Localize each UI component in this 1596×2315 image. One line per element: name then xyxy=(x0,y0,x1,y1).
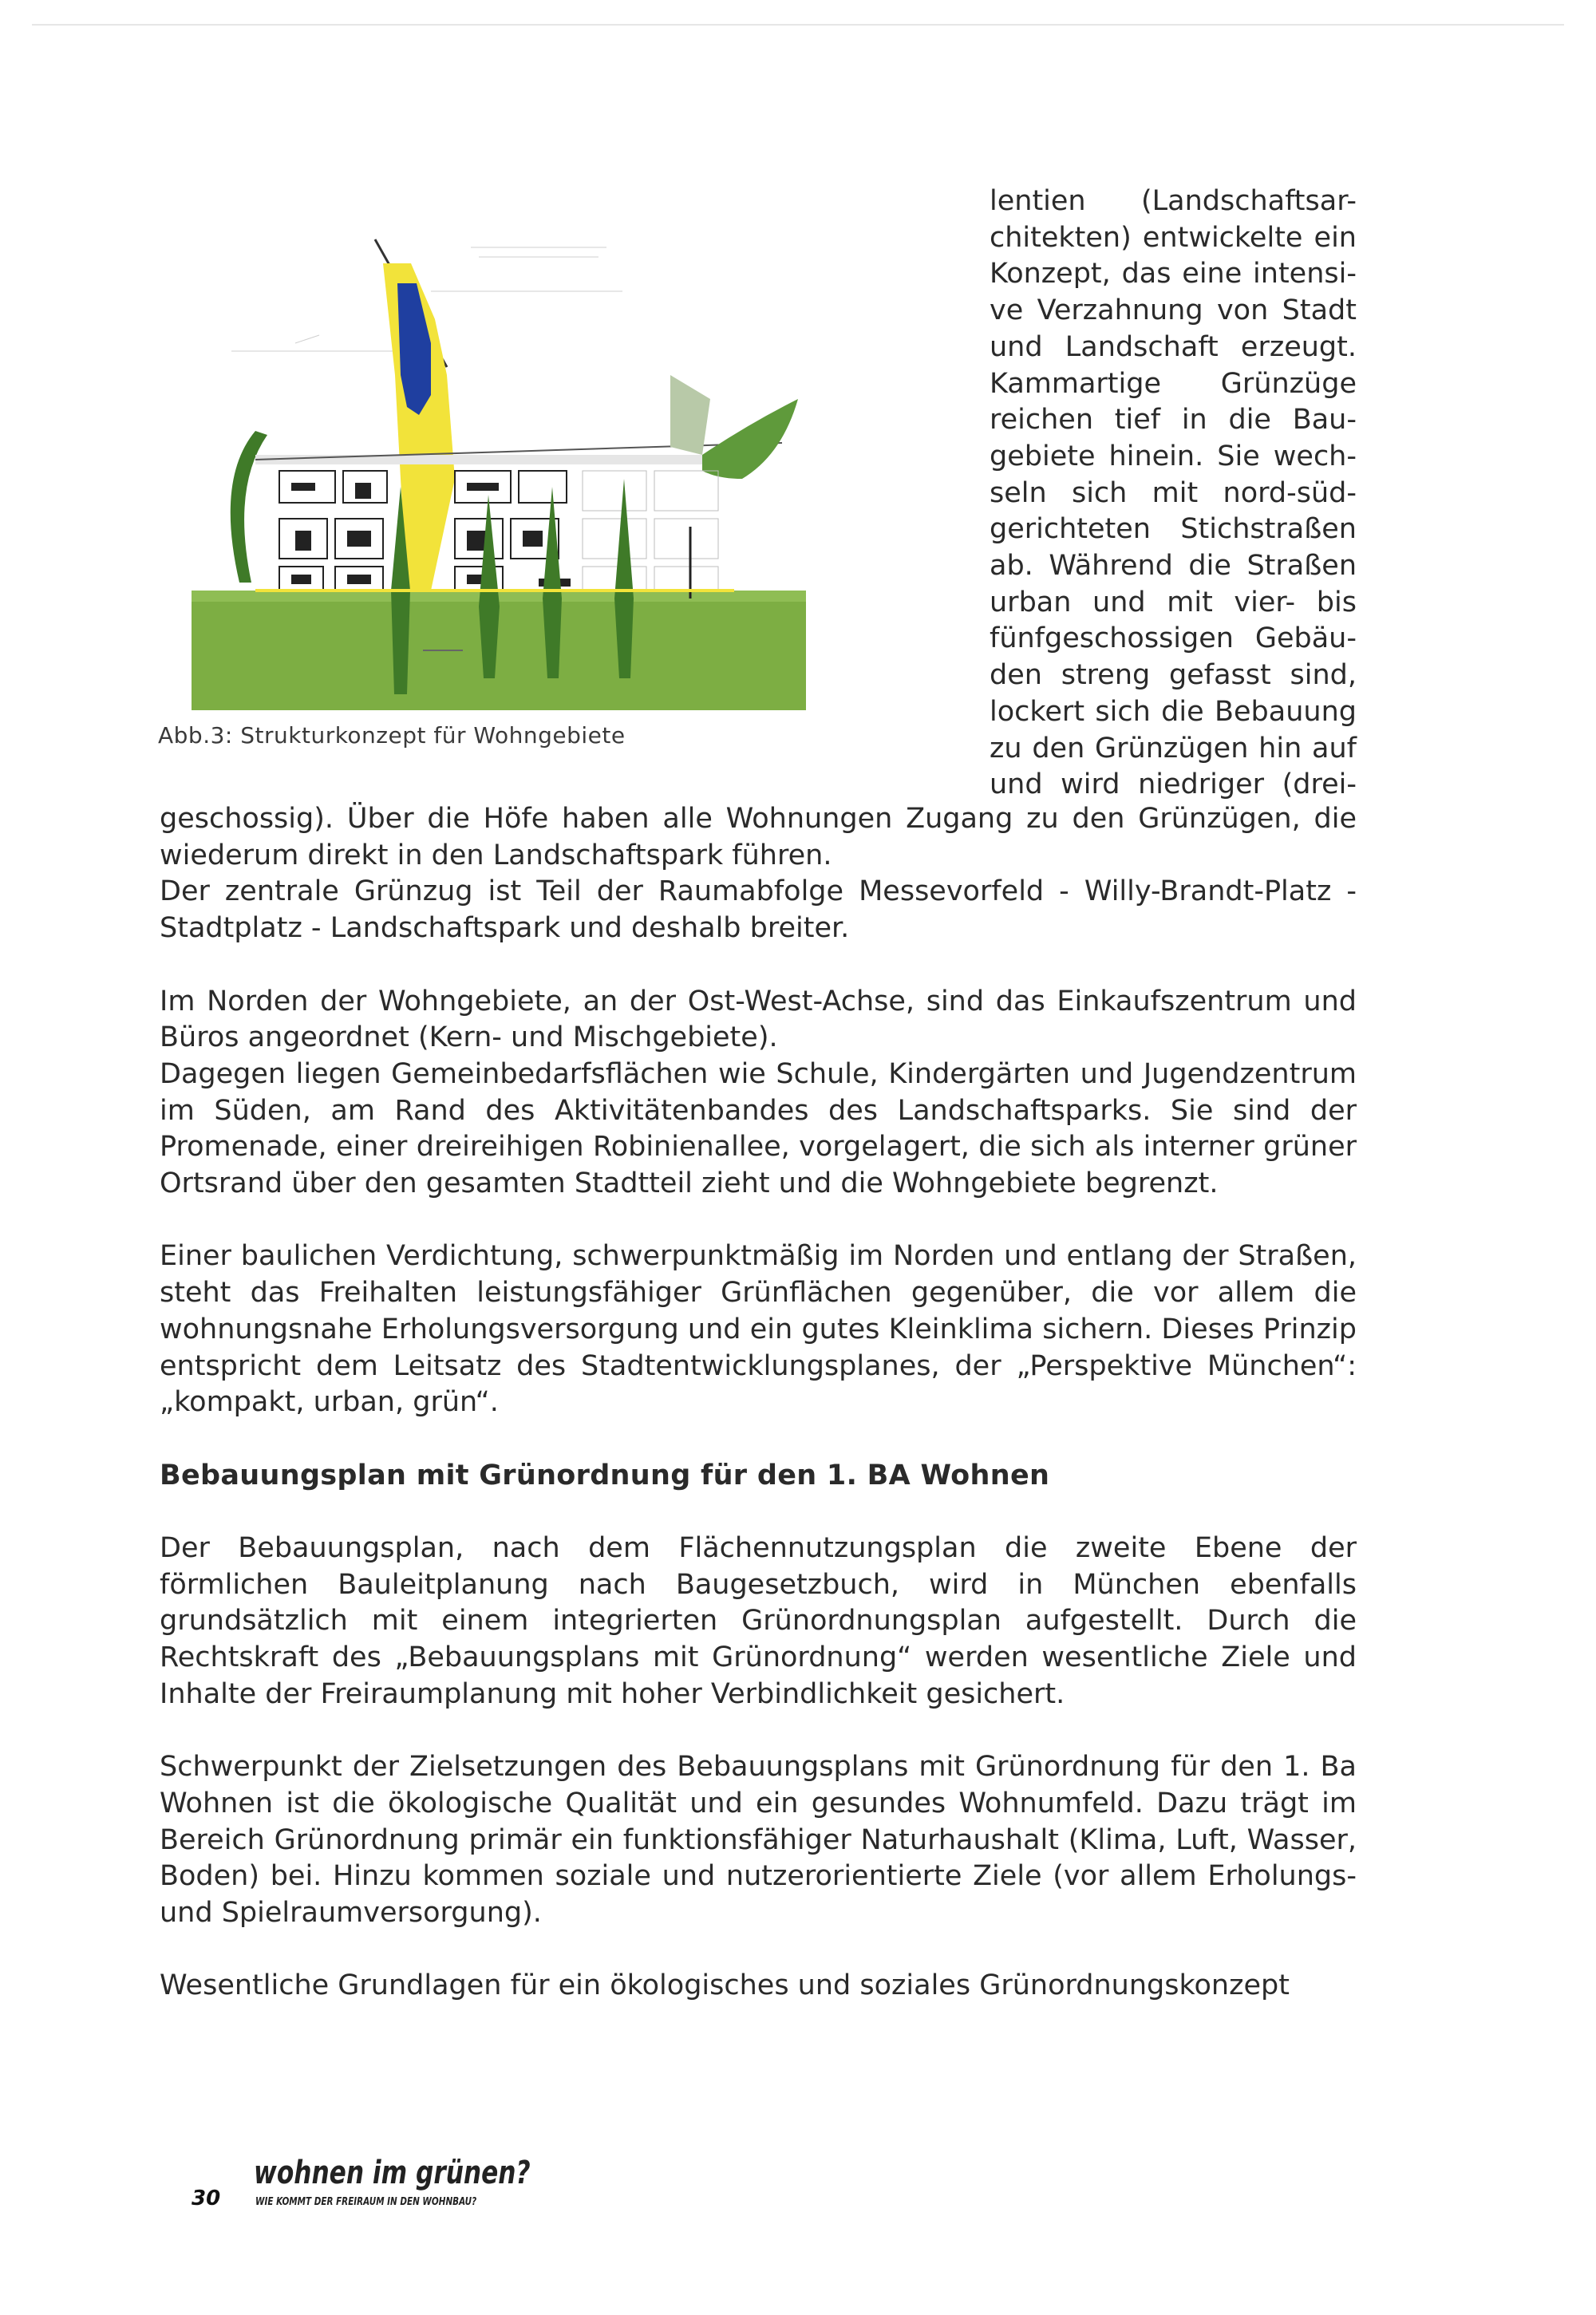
paragraph: geschossig). Über die Höfe haben alle Wohnungen Zugang zu den Grünzügen, die wiederum direkt in den Landschaftspark führen. xyxy=(160,803,1357,871)
publication-title: wohnen im grünen? xyxy=(254,2155,531,2191)
top-rule xyxy=(32,24,1564,26)
side-text-line: ve Verzahnung von Stadt xyxy=(990,294,1357,327)
side-text-line: Kammartige Grünzüge xyxy=(990,367,1357,400)
side-text-line: urban und mit vier- bis xyxy=(990,586,1357,618)
paragraph: Der Bebauungsplan, nach dem Flächennutzungsplan die zweite Ebene der förmlichen Bauleitplanung nach Baugesetzbuch, wird in München ebenfalls grundsätzlich mit einem integrierten Grünordnungsplan aufgestellt. Durch die Rechtskraft des „Bebauungsplans mit Grünordnung“ werden wesentliche Ziele und Inhalte der Freiraumplanung mit hoher Verbindlichkeit gesichert. xyxy=(160,1532,1357,1710)
side-text-column xyxy=(990,184,1357,804)
figure-caption: Abb.3: Strukturkonzept für Wohngebiete xyxy=(158,722,626,749)
side-text-line: Konzept, das eine intensi- xyxy=(990,258,1357,290)
side-text-line: fünfgeschossigen Gebäu- xyxy=(990,622,1357,655)
paragraph: Einer baulichen Verdichtung, schwerpunktmäßig im Norden und entlang der Straßen, steht das Freihalten leistungsfähiger Grünflächen gegenüber, die vor allem die wohnungsnahe Erholungsversorgung und ein gutes Kleinklima sichern. Dieses Prinzip entspricht dem Leitsatz des Stadtentwicklungsplanes, der „Perspektive München“: „kompakt, urban, grün“. xyxy=(160,1240,1357,1419)
paragraph: Dagegen liegen Gemeinbedarfsflächen wie Schule, Kindergärten und Jugendzentrum im Süden, am Rand des Aktivitätenbandes des Landschaftsparks. Sie sind der Promenade, einer dreireihigen Robinienallee, vorgelagert, die sich als interner grüner Ortsrand über den gesamten Stadtteil zieht und die Wohngebiete begrenzt. xyxy=(160,1057,1357,1200)
side-text-line: und wird niedriger (drei- xyxy=(990,768,1357,801)
side-text-line: reichen tief in die Bau- xyxy=(990,404,1357,437)
paragraph: Schwerpunkt der Zielsetzungen des Bebauungsplans mit Grünordnung für den 1. Ba Wohnen ist die ökologische Qualität und ein gesundes Wohnumfeld. Dazu trägt im Bereich Grünordnung primär ein funktionsfähiger Naturhaushalt (Klima, Luft, Wasser, Boden) bei. Hinzu kommen soziale und nutzerorientierte Ziele (vor allem Erholungs- und Spielraumversorgung). xyxy=(160,1751,1357,1930)
side-text-line: lentien (Landschaftsar- xyxy=(990,185,1357,217)
paragraph: Wesentliche Grundlagen für ein ökologisches und soziales Grünordnungskonzept xyxy=(160,1969,1290,2002)
paragraph: Der zentrale Grünzug ist Teil der Raumabfolge Messevorfeld - Willy-Brandt-Platz - Stadtplatz - Landschaftspark und deshalb breiter. xyxy=(160,875,1357,945)
section-heading: Bebauungsplan mit Grünordnung für den 1. BA Wohnen xyxy=(160,1459,1050,1491)
side-text-line: und Landschaft erzeugt. xyxy=(990,330,1357,363)
side-text-line: gerichteten Stichstraßen xyxy=(990,513,1357,546)
paragraph: Im Norden der Wohngebiete, an der Ost-West-Achse, sind das Einkaufszentrum und Büros angeordnet (Kern- und Mischgebiete). xyxy=(160,985,1357,1054)
body-text xyxy=(160,801,1357,2005)
structure-concept-plan-image xyxy=(192,215,806,710)
side-text-line: chitekten) entwickelte ein xyxy=(990,221,1357,254)
side-text-line: zu den Grünzügen hin auf xyxy=(990,732,1357,764)
side-text-line: gebiete hinein. Sie wech- xyxy=(990,440,1357,472)
side-text-line: lockert sich die Bebauung xyxy=(990,695,1357,728)
side-text-line: ab. Während die Straßen xyxy=(990,550,1357,583)
side-text-line: den streng gefasst sind, xyxy=(990,659,1357,692)
side-text-line: seln sich mit nord-süd- xyxy=(990,476,1357,509)
page-footer xyxy=(192,2155,591,2218)
structure-concept-figure xyxy=(192,215,806,710)
page-number: 30 xyxy=(192,2187,221,2210)
publication-subtitle: WIE KOMMT DER FREIRAUM IN DEN WOHNBAU? xyxy=(255,2196,477,2208)
